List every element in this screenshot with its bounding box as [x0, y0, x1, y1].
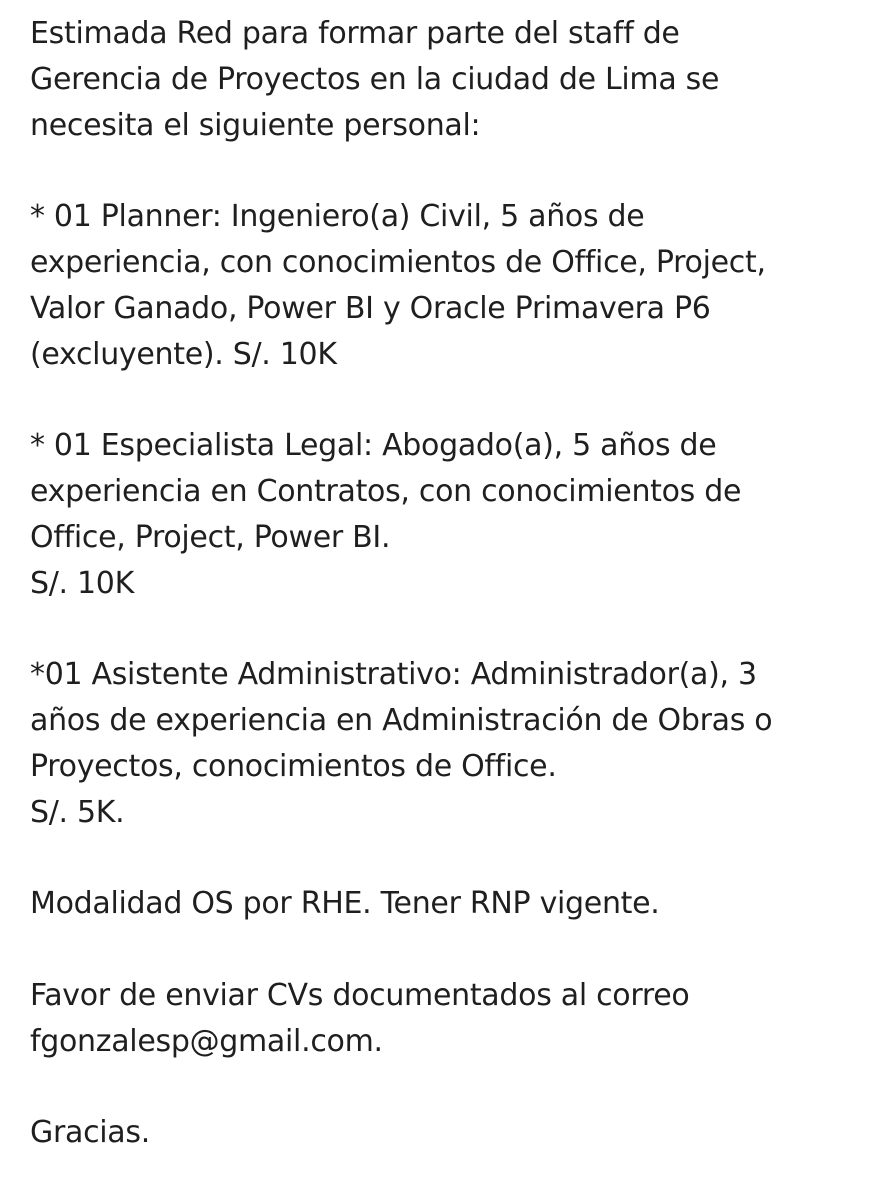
contact-line: Favor de enviar CVs documentados al correo [30, 977, 690, 1013]
email-suffix: . [373, 1023, 383, 1059]
closing-text: Gracias. [30, 1115, 150, 1151]
position-line: S/. 5K. [30, 794, 125, 830]
position-legal-specialist [30, 423, 870, 606]
position-line: Office, Project, Power BI. [30, 519, 391, 555]
position-line: Valor Ganado, Power BI y Oracle Primavera P6 [30, 290, 711, 326]
position-line: *01 Asistente Administrativo: Administrador(a), 3 [30, 657, 757, 693]
position-line: experiencia en Contratos, con conocimientos de [30, 473, 742, 509]
position-line: años de experiencia en Administración de Obras o [30, 702, 773, 738]
intro-line: Gerencia de Proyectos en la ciudad de Lima se [30, 61, 720, 97]
contact-paragraph [30, 973, 870, 1065]
position-admin-assistant [30, 652, 870, 835]
position-line: * 01 Planner: Ingeniero(a) Civil, 5 años de [30, 199, 645, 235]
position-line: * 01 Especialista Legal: Abogado(a), 5 años de [30, 428, 717, 464]
email-link[interactable]: fgonzalesp@gmail.com [30, 1023, 374, 1059]
email-line [30, 1019, 870, 1065]
position-line: experiencia, con conocimientos de Office, Project, [30, 244, 766, 280]
intro-paragraph [30, 11, 870, 148]
intro-line: necesita el siguiente personal: [30, 107, 481, 143]
modality-text: Modalidad OS por RHE. Tener RNP vigente. [30, 886, 660, 922]
message-body [30, 11, 870, 1156]
position-line: S/. 10K [30, 565, 134, 601]
position-line: Proyectos, conocimientos de Office. [30, 748, 557, 784]
position-planner [30, 194, 870, 377]
intro-line: Estimada Red para formar parte del staff de [30, 16, 680, 51]
position-line: (excluyente). S/. 10K [30, 336, 337, 372]
